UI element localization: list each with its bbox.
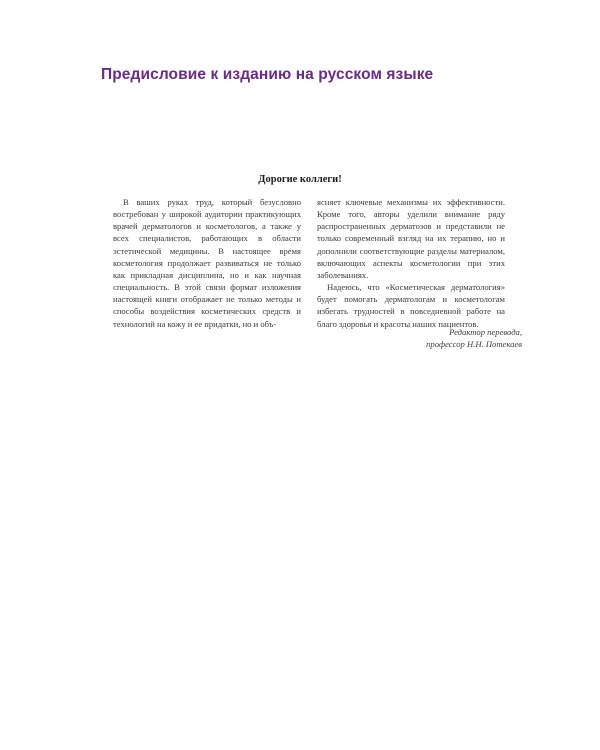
text-column-right (317, 196, 505, 330)
paragraph: В ваших руках труд, который безусловно востребован у широкой аудитории практикующих врачей дерматологов и косметологов, а также у всех специалистов, работающих в области эстетической медицины. В настоящее время косметология продолжает развиваться не только как прикладная дисциплина, но и как научная специальность. В этой связи формат изложения настоящей книги отображает не только методы и способы воздействия косметических средств и технологий на кожу и ее придатки, но и объ- (113, 197, 301, 329)
signature-name: профессор Н.Н. Потекаев (426, 339, 522, 350)
signature (426, 326, 522, 350)
greeting: Дорогие коллеги! (258, 174, 342, 185)
text-column-left (113, 196, 301, 330)
page-title: Предисловие к изданию на русском языке (101, 66, 434, 83)
paragraph: ясняет ключевые механизмы их эффективности. Кроме того, авторы уделили внимание ряду распространенных дерматозов и представили не только современный взгляд на их терапию, но и дополнили соответствующие разделы материалом, включающих аспекты косметологии при этих заболеваниях. (317, 197, 505, 280)
signature-role: Редактор перевода, (449, 327, 522, 337)
paragraph: Надеюсь, что «Косметическая дерматология» будет помогать дерматологам и косметологам избегать трудностей в повседневной работе на благо здоровья и красоты наших пациентов. (317, 282, 505, 329)
